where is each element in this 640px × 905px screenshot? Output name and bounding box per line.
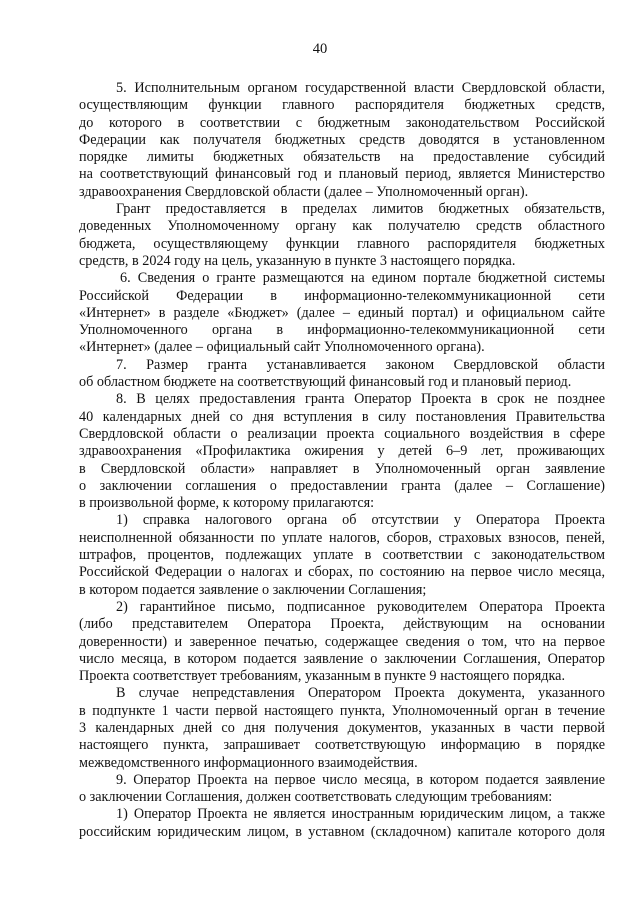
text-line: 8. В целях предоставления гранта Оператор Проекта в срок не позднее	[116, 391, 605, 408]
text-line: 40 календарных дней со дня вступления в силу постановления Правительства	[79, 408, 605, 425]
text-line: Российской Федерации в информационно-телекоммуникационной сети	[79, 287, 605, 304]
text-line: 3 календарных дней со дня получения документов, указанных в части первой	[79, 719, 605, 736]
text-line: доверенности) и заверенное печатью, содержащее сведения о том, что на первое	[79, 633, 605, 650]
text-line: 2) гарантийное письмо, подписанное руководителем Оператора Проекта	[116, 598, 605, 615]
text-line: здравоохранения Свердловской области (далее – Уполномоченный орган).	[79, 183, 529, 200]
text-line: 1) справка налогового органа об отсутствии у Оператора Проекта	[116, 512, 605, 529]
text-line: осуществляющим функции главного распорядителя бюджетных средств,	[79, 97, 605, 114]
text-line: в произвольной форме, к которому прилагаются:	[79, 495, 375, 512]
text-line: штрафов, процентов, подлежащих уплате в соответствии с законодательством	[79, 547, 605, 564]
text-line: (либо представителем Оператора Проекта, действующим на основании	[79, 616, 605, 633]
text-line: Уполномоченного органа в информационно-телекоммуникационной сети	[79, 322, 605, 339]
text-line: число месяца, в котором подается заявление о заключении Соглашения, Оператор	[79, 650, 605, 667]
text-line: в котором подается заявление о заключении Соглашения;	[79, 581, 427, 598]
page-number: 40	[312, 41, 328, 57]
text-line: в Свердловской области» направляет в Уполномоченный орган заявление	[79, 460, 605, 477]
text-line: 6. Сведения о гранте размещаются на едином портале бюджетной системы	[120, 270, 605, 287]
document-body	[79, 80, 605, 841]
text-line: Грант предоставляется в пределах лимитов бюджетных обязательств,	[116, 201, 605, 218]
text-line: Российской Федерации о налогах и сборах, по состоянию на первое число месяца,	[79, 564, 605, 581]
text-line: В случае непредставления Оператором Проекта документа, указанного	[116, 685, 605, 702]
text-line: настоящего пункта, запрашивает соответствующую информацию в порядке	[79, 737, 605, 754]
text-line: до которого в соответствии с бюджетным законодательством Российской	[79, 114, 605, 131]
text-line: 5. Исполнительным органом государственной власти Свердловской области,	[116, 80, 605, 96]
text-line: о заключении Соглашения, должен соответствовать следующим требованиям:	[79, 789, 553, 806]
text-line: 9. Оператор Проекта на первое число месяца, в котором подается заявление	[116, 771, 605, 788]
text-line: Федерации как получателя бюджетных средств доводятся в установленном	[79, 131, 605, 148]
text-line: 1) Оператор Проекта не является иностранным юридическим лицом, а также	[116, 806, 605, 823]
text-line: здравоохранения «Профилактика ожирения у детей 6–9 лет, проживающих	[79, 443, 605, 460]
text-line: межведомственного информационного взаимодействия.	[79, 754, 418, 771]
text-line: 7. Размер гранта устанавливается законом Свердловской области	[116, 356, 605, 373]
text-line: российским юридическим лицом, в уставном (складочном) капитале которого доля	[79, 823, 605, 840]
text-line: в подпункте 1 части первой настоящего пункта, Уполномоченный орган в течение	[79, 702, 605, 719]
text-line: Свердловской области о реализации проекта социального воздействия в сфере	[79, 425, 605, 442]
text-line: средств, в 2024 году на цель, указанную в пункте 3 настоящего порядка.	[79, 252, 516, 269]
text-line: неисполненной обязанности по уплате налогов, сборов, страховых взносов, пеней,	[79, 529, 605, 546]
text-line: «Интернет» в разделе «Бюджет» (далее – единый портал) и официальном сайте	[79, 304, 605, 321]
text-line: «Интернет» (далее – официальный сайт Уполномоченного органа).	[79, 339, 485, 356]
text-line: доведенных Уполномоченному органу как получателю средств областного	[79, 218, 605, 235]
text-line: об областном бюджете на соответствующий финансовый год и плановый период.	[79, 374, 572, 391]
text-line: на соответствующий финансовый год и плановый период, является Министерство	[79, 166, 605, 183]
text-line: порядке лимиты бюджетных обязательств на предоставление субсидий	[79, 149, 605, 166]
text-line: бюджета, осуществляющему функции главного распорядителя бюджетных	[79, 235, 605, 252]
text-line: о заключении соглашения о предоставлении гранта (далее – Соглашение)	[79, 477, 605, 494]
text-line: Проекта соответствует требованиям, указанным в пункте 9 настоящего порядка.	[79, 668, 565, 685]
